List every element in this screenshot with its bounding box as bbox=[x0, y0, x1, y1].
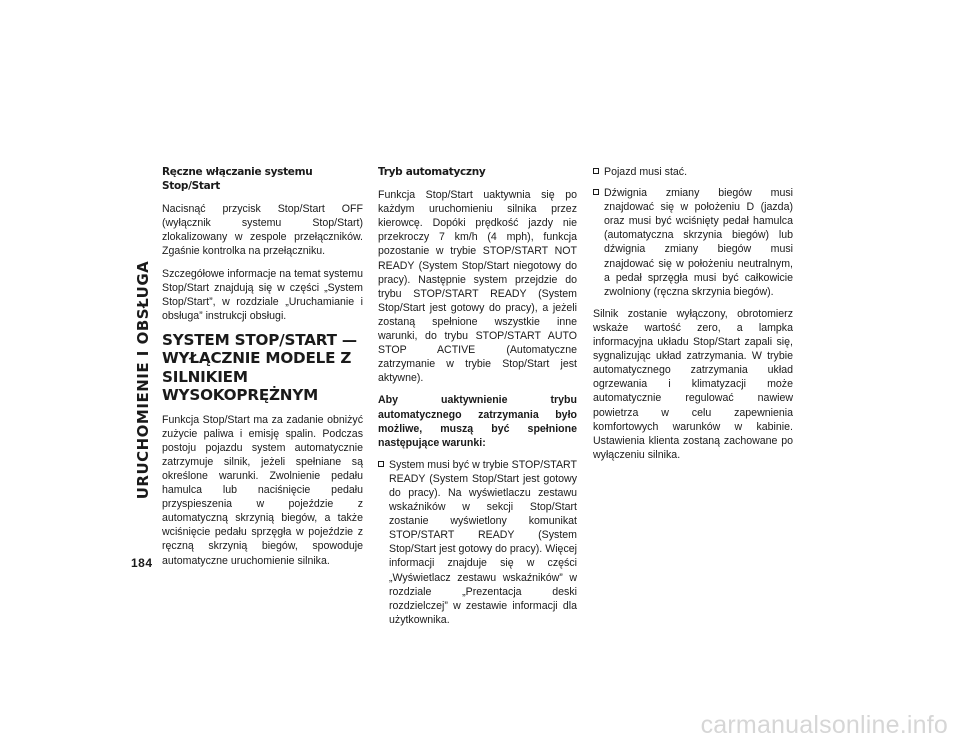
list-item-text: Pojazd musi stać. bbox=[604, 166, 688, 178]
conditions-list-continued bbox=[593, 165, 793, 299]
page-number: 184 bbox=[131, 556, 153, 570]
manual-start-heading: Ręczne włączanie systemu Stop/Start bbox=[162, 166, 313, 193]
list-item-text: Dźwignia zmiany biegów musi znajdować się w położeniu D (jazda) oraz musi być wciśnięty pedał hamulca (automatyczna skrzynia biegów) lub dźwignia zmiany biegów musi znajdować się w położeniu neutralnym, a pedał sprzęgła musi być całkowicie zwolniony (ręczna skrzynia biegów). bbox=[604, 187, 793, 298]
watermark: carmanualsonline.info bbox=[700, 711, 948, 739]
checkbox-bullet-icon bbox=[378, 461, 384, 467]
checkbox-bullet-icon bbox=[593, 189, 599, 195]
paragraph: Funkcja Stop/Start ma za zadanie obniżyć zużycie paliwa i emisję spalin. Podczas postoju pojazdu system automatycznie zatrzymuje silnik, jeżeli spełniane są określone warunki. Zwolnienie pedału hamulca lub naciśnięcie pedału przyspieszenia w pojeździe z automatyczną skrzynią biegów, a także wciśnięcie pedału sprzęgła w pojeździe z ręczną skrzynią biegów, spowoduje automatyczne uruchomienie silnika. bbox=[162, 413, 363, 567]
chapter-title: URUCHOMIENIE I OBSŁUGA bbox=[134, 260, 152, 500]
column-1 bbox=[162, 165, 363, 576]
column-2 bbox=[378, 165, 577, 635]
paragraph: Nacisnąć przycisk Stop/Start OFF (wyłącznik systemu Stop/Start) zlokalizowany w zespole przełączników. Zgaśnie kontrolka na przełączniku. bbox=[162, 203, 363, 258]
list-item-text: System musi być w trybie STOP/START READY (System Stop/Start jest gotowy do pracy). Na wyświetlaczu zestawu wskaźników w sekcji Stop/Start zostanie wyświetlony komunikat STOP/START READY (System Stop/Start jest gotowy do pracy). Więcej informacji znajduje się w części „Wyświetlacz zestawu wskaźników” w rozdziale „Prezentacja deski rozdzielczej” w zestawie informacji dla użytkownika. bbox=[389, 458, 577, 626]
list-item bbox=[593, 186, 793, 299]
paragraph: Funkcja Stop/Start uaktywnia się po każdym uruchomieniu silnika przez kierowcę. Dopóki prędkość jazdy nie przekroczy 7 km/h (4 mph), funkcja pozostanie w trybie STOP/START NOT READY (System Stop/Start niegotowy do pracy). Następnie system przejdzie do trybu STOP/START READY (System Stop/Start jest gotowy do pracy), a jeżeli zostaną spełnione wszystkie inne warunki, do trybu STOP/START AUTO STOP ACTIVE (Automatyczne zatrzymanie w trybie Stop/Start jest aktywne). bbox=[378, 189, 577, 385]
auto-mode-heading: Tryb automatyczny bbox=[378, 166, 486, 178]
checkbox-bullet-icon bbox=[593, 168, 599, 174]
chapter-side-tab bbox=[131, 180, 155, 580]
paragraph: Silnik zostanie wyłączony, obrotomierz wskaże wartość zero, a lampka informacyjna układu Stop/Start zapali się, sygnalizując układ zatrzymania. W trybie automatycznego zatrzymania układ ogrzewania i klimatyzacji może automatycznie regulować nawiew powietrza w celu zapewnienia komfortowych warunków w kabinie. Ustawienia klienta zostaną zachowane po wyłączeniu silnika. bbox=[593, 307, 793, 461]
list-item bbox=[378, 458, 577, 627]
section-heading: SYSTEM STOP/START — WYŁĄCZNIE MODELE Z SILNIKIEM WYSOKOPRĘŻNYM bbox=[162, 330, 357, 405]
paragraph: Szczegółowe informacje na temat systemu Stop/Start znajdują się w części „System Stop/Start”, w rozdziale „Uruchamianie i obsługa” instrukcji obsługi. bbox=[162, 267, 363, 322]
list-item bbox=[593, 165, 793, 179]
conditions-list bbox=[378, 458, 577, 627]
column-3 bbox=[593, 165, 793, 470]
conditions-intro: Aby uaktywnienie trybu automatycznego zatrzymania było możliwe, muszą być spełnione następujące warunki: bbox=[378, 394, 577, 449]
